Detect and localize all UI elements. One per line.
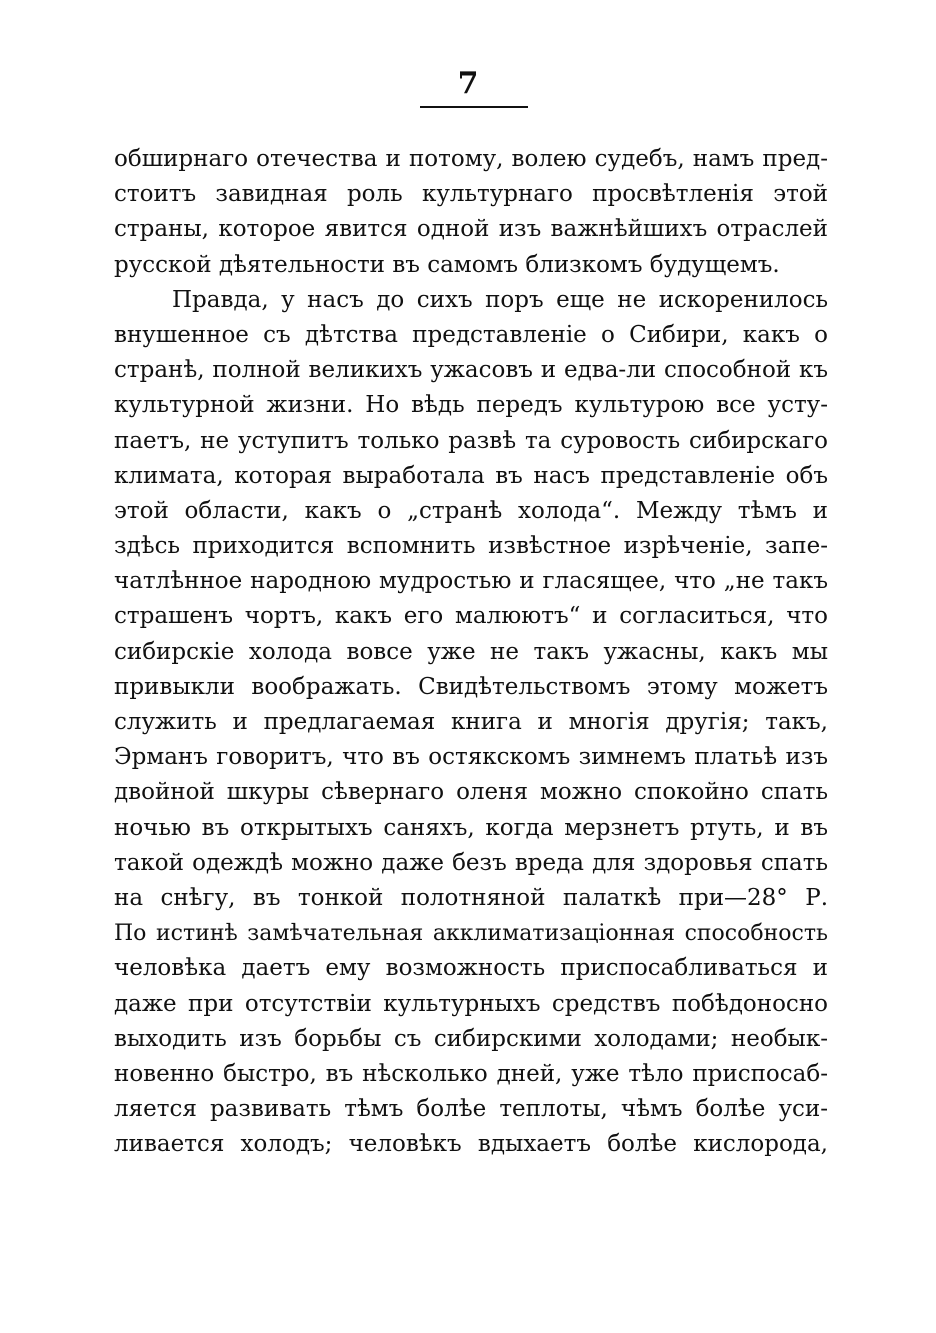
text-line: привыкли воображать. Свидѣтельствомъ этому можетъ bbox=[114, 673, 828, 700]
text-line: чатлѣнное народною мудростью и гласящее, что „не такъ bbox=[114, 568, 828, 595]
text-line: климата, которая выработала въ насъ представленіе объ bbox=[114, 462, 828, 489]
text-line: ляется развивать тѣмъ болѣе теплоты, чѣмъ болѣе уси- bbox=[114, 1096, 828, 1123]
text-line: паетъ, не уступитъ только развѣ та суровость сибирскаго bbox=[114, 427, 828, 454]
text-line: даже при отсутствіи культурныхъ средствъ побѣдоносно bbox=[114, 990, 828, 1017]
text-line: культурной жизни. Но вѣдь передъ культурою все усту- bbox=[114, 392, 828, 419]
text-line: стоитъ завидная роль культурнаго просвѣтленія этой bbox=[114, 181, 828, 208]
text-line: на снѣгу, въ тонкой полотняной палаткѣ при—28° Р. bbox=[114, 884, 828, 911]
text-line: обширнаго отечества и потому, волею судебъ, намъ пред- bbox=[114, 146, 828, 172]
text-line: внушенное съ дѣтства представленіе о Сибири, какъ о bbox=[114, 321, 828, 348]
text-line: По истинѣ замѣчательная акклиматизаціонная способность bbox=[114, 921, 828, 947]
text-line: новенно быстро, въ нѣсколько дней, уже тѣло приспосаб- bbox=[114, 1060, 828, 1087]
text-line: двойной шкуры сѣвернаго оленя можно спокойно спать bbox=[114, 779, 828, 806]
text-line: сибирскіе холода вовсе уже не такъ ужасны, какъ мы bbox=[114, 638, 828, 665]
text-line: странѣ, полной великихъ ужасовъ и едва-ли способной къ bbox=[114, 357, 828, 384]
text-line: этой области, какъ о „странѣ холода“. Между тѣмъ и bbox=[114, 497, 828, 524]
text-line: Правда, у насъ до сихъ поръ еще не искоренилось bbox=[172, 286, 828, 313]
text-line: русской дѣятельности въ самомъ близкомъ будущемъ. bbox=[114, 251, 780, 278]
text-line: такой одеждѣ можно даже безъ вреда для здоровья спать bbox=[114, 849, 828, 876]
text-line: ночью въ открытыхъ саняхъ, когда мерзнетъ ртуть, и въ bbox=[114, 814, 828, 841]
text-line: здѣсь приходится вспомнить извѣстное изрѣченіе, запе- bbox=[114, 533, 828, 560]
text-line: ливается холодъ; человѣкъ вдыхаетъ болѣе кислорода, bbox=[114, 1131, 828, 1158]
text-line: человѣка даетъ ему возможность приспосабливаться и bbox=[114, 955, 828, 982]
text-line: страшенъ чортъ, какъ его малюютъ“ и согласиться, что bbox=[114, 603, 828, 630]
text-line: служить и предлагаемая книга и многія другія; такъ, bbox=[114, 709, 828, 735]
body-text bbox=[114, 142, 828, 1162]
text-line: страны, которое явится одной изъ важнѣйшихъ отраслей bbox=[114, 216, 828, 243]
header-rule bbox=[420, 106, 528, 108]
text-line: Эрманъ говоритъ, что въ остякскомъ зимнемъ платьѣ изъ bbox=[114, 744, 828, 771]
page-number: 7 bbox=[457, 66, 479, 101]
text-line: выходить изъ борьбы съ сибирскими холодами; необык- bbox=[114, 1025, 828, 1052]
